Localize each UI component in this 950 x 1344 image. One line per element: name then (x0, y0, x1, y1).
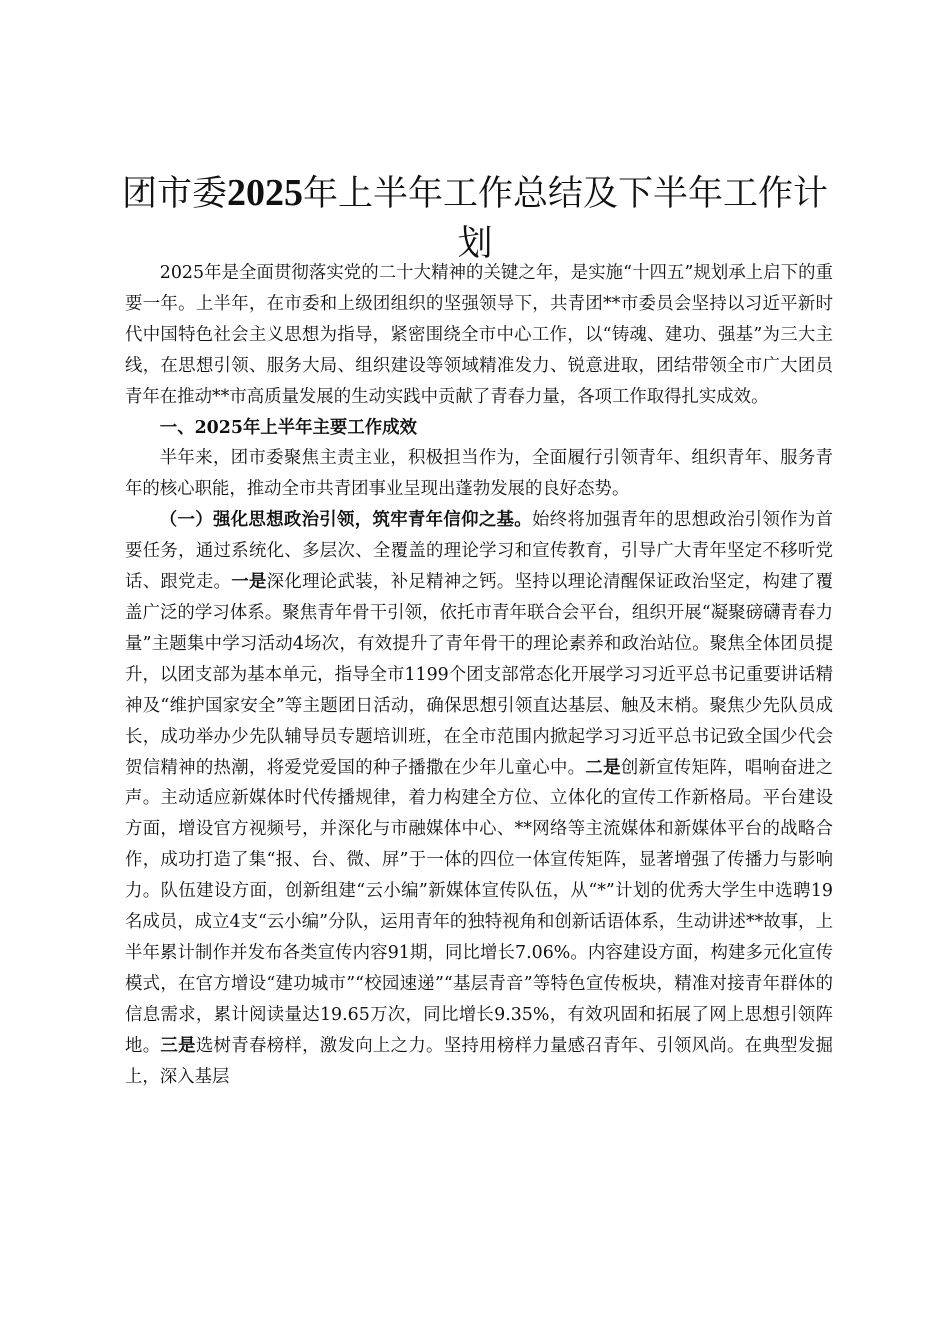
point-3-label: 三是 (160, 1035, 196, 1056)
point-2-text: 创新宣传矩阵，唱响奋进之声。主动适应新媒体时代传播规律，着力构建全方位、立体化的宣传工作新格局。平台建设方面，增设官方视频号，并深化与市融媒体中心、**网络等主流媒体和新媒体平台的战略合作，成功打造了集“报、台、微、屏”于一体的四位一体宣传矩阵，显著增强了传播力与影响力。队伍建设方面，创新组建“云小编”新媒体宣传队伍，从“*”计划的优秀大学生中选聘19名成员，成立4支“云小编”分队，运用青年的独特视角和创新话语体系，生动讲述**故事，上半年累计制作并发布各类宣传内容91期，同比增长7.06%。内容建设方面，构建多元化宣传模式，在官方增设“建功城市”“校园速递”“基层青音”等特色宣传板块，精准对接青年群体的信息需求，累计阅读量达19.65万次，同比增长9.35%，有效巩固和拓展了网上思想引领阵地。 (125, 757, 833, 1056)
subsection-1-heading: （一）强化思想政治引领，筑牢青年信仰之基。 (159, 510, 532, 531)
point-1-text: 深化理论武装，补足精神之钙。坚持以理论清醒保证政治坚定，构建了覆盖广泛的学习体系。聚焦青年骨干引领，依托市青年联合会平台，组织开展“凝聚磅礴青春力量”主题集中学习活动4场次，有效提升了青年骨干的理论素养和政治站位。聚焦全体团员提升，以团支部为基本单元，指导全市1199个团支部常态化开展学习习近平总书记重要讲话精神及“维护国家安全”等主题团日活动，确保思想引领直达基层、触及末梢。聚焦少先队员成长，成功举办少先队辅导员专题培训班，在全市范围内掀起学习习近平总书记致全国少代会贺信精神的热潮，将爱党爱国的种子播撒在少年儿童心中。 (125, 572, 833, 778)
subsection-1-paragraph (125, 505, 833, 1092)
intro-paragraph: 2025年是全面贯彻落实党的二十大精神的关键之年，是实施“十四五”规划承上启下的重要一年。上半年，在市委和上级团组织的坚强领导下，共青团**市委员会坚持以习近平新时代中国特色社会主义思想为指导，紧密围绕全市中心工作，以“铸魂、建功、强基”为三大主线，在思想引领、服务大局、组织建设等领域精准发力、锐意进取，团结带领全市广大团员青年在推动**市高质量发展的生动实践中贡献了青春力量，各项工作取得扎实成效。 (125, 263, 833, 407)
document-body (125, 258, 833, 1092)
point-3-text: 选树青春榜样，激发向上之力。坚持用榜样力量感召青年、引领风尚。在典型发掘上，深入基层 (125, 1035, 833, 1087)
point-2-label: 二是 (585, 757, 621, 778)
section-1-intro-paragraph: 半年来，团市委聚焦主责主业，积极担当作为，全面履行引领青年、组织青年、服务青年的核心职能，推动全市共青团事业呈现出蓬勃发展的良好态势。 (125, 448, 833, 500)
section-heading-1: 一、2025年上半年主要工作成效 (159, 417, 417, 438)
point-1-label: 一是 (231, 572, 267, 593)
title-suffix: 年上半年工作总结及下半年工作计划 (303, 174, 829, 264)
title-prefix: 团市委 (121, 174, 227, 214)
title-year: 2025 (227, 172, 303, 214)
subsection-1-text: 始终将加强青年的思想政治引领作为首要任务，通过系统化、多层次、全覆盖的理论学习和宣传教育，引导广大青年坚定不移听党话、跟党走。 (125, 510, 833, 593)
document-title (120, 168, 830, 269)
